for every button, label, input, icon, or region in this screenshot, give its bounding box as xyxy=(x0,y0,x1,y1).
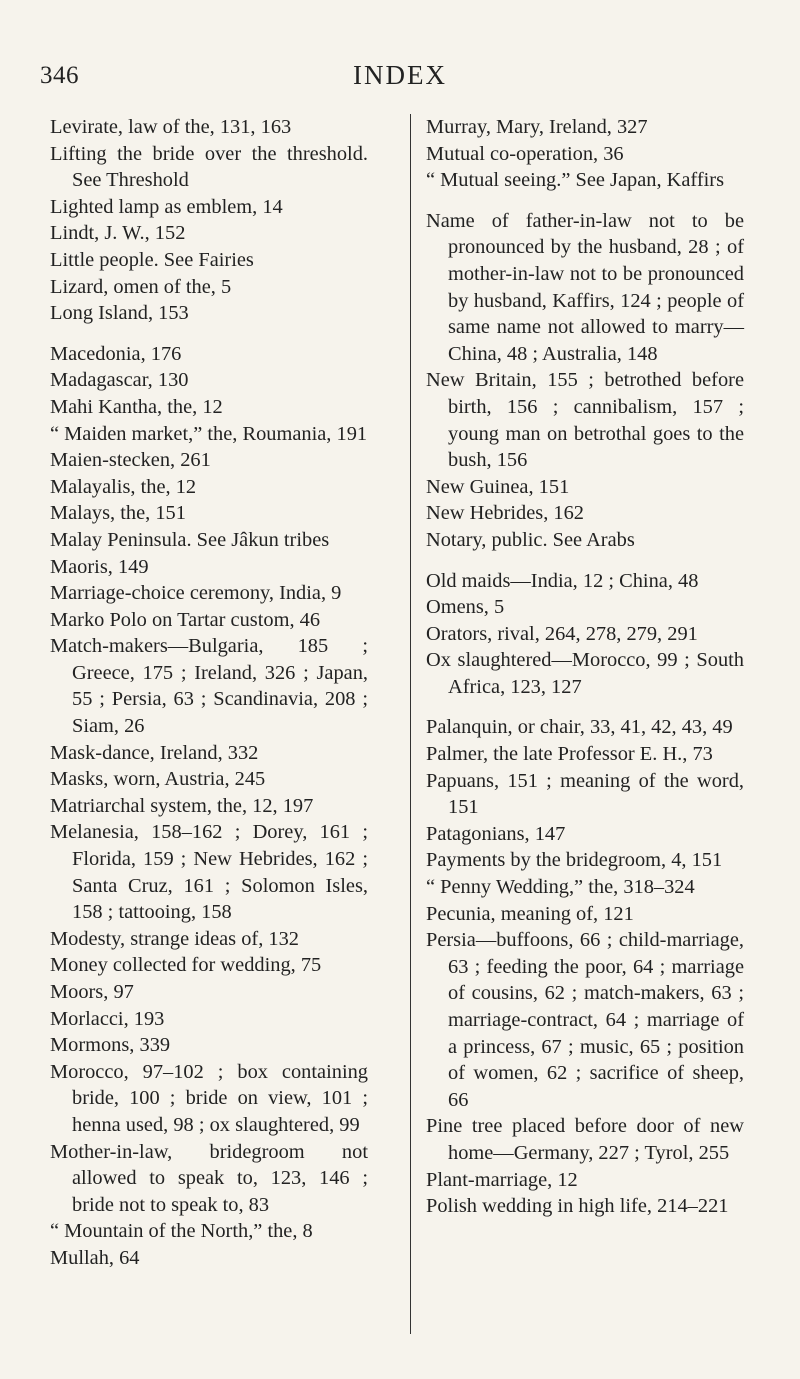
index-entry: Little people. See Fairies xyxy=(50,248,254,271)
index-entry: Persia—buffoons, 66 ; child-marriage, 63 ; feeding the poor, 64 ; marriage of cousins, 62 ; match-makers, 63 ; marriage-contract, 64 ; marriage of a princess, 67 ; music, 65 ; position of women, 62 ; sacrifice of sheep, 66 xyxy=(426,929,744,1111)
index-entry: “ Maiden market,” the, Roumania, 191 xyxy=(50,422,368,445)
index-entry: Match-makers—Bulgaria, 185 ; Greece, 175 ; Ireland, 326 ; Japan, 55 ; Persia, 63 ; Scandinavia, 208 ; Siam, 26 xyxy=(50,635,368,738)
index-entry: Mother-in-law, bridegroom not allowed to speak to, 123, 146 ; bride not to speak to, 83 xyxy=(50,1140,368,1216)
index-entry: Palmer, the late Professor E. H., 73 xyxy=(426,743,713,766)
index-entry: Payments by the bridegroom, 4, 151 xyxy=(426,849,723,872)
index-entry: Maoris, 149 xyxy=(50,555,149,578)
index-entry: Matriarchal system, the, 12, 197 xyxy=(50,794,314,817)
index-entry: Old maids—India, 12 ; China, 48 xyxy=(426,569,699,592)
index-entry: Macedonia, 176 xyxy=(50,342,182,365)
page-number: 346 xyxy=(40,62,79,89)
index-entry: New Hebrides, 162 xyxy=(426,502,584,525)
index-entry: Long Island, 153 xyxy=(50,302,189,325)
index-entry: Mask-dance, Ireland, 332 xyxy=(50,741,259,764)
index-entry: Melanesia, 158–162 ; Dorey, 161 ; Florida, 159 ; New Hebrides, 162 ; Santa Cruz, 161 ; Solomon Isles, 158 ; tattooing, 158 xyxy=(50,821,368,924)
index-entry: Mormons, 339 xyxy=(50,1034,171,1057)
index-entry: Murray, Mary, Ireland, 327 xyxy=(426,116,648,138)
index-column-left xyxy=(50,114,368,1272)
index-entry: Mutual co-operation, 36 xyxy=(426,142,624,165)
index-entry: Malay Peninsula. See Jâkun tribes xyxy=(50,528,330,551)
index-entry: Maien-stecken, 261 xyxy=(50,449,211,472)
index-entry: Palanquin, or chair, 33, 41, 42, 43, 49 xyxy=(426,716,733,739)
index-entry: “ Mutual seeing.” See Japan, Kaffirs xyxy=(426,169,725,192)
index-entry: Morocco, 97–102 ; box containing bride, 100 ; bride on view, 101 ; henna used, 98 ; ox slaughtered, 99 xyxy=(50,1060,368,1136)
index-entry: Levirate, law of the, 131, 163 xyxy=(50,116,292,138)
index-entry: Plant-marriage, 12 xyxy=(426,1168,578,1191)
index-entry: Moors, 97 xyxy=(50,981,134,1003)
index-entry: “ Mountain of the North,” the, 8 xyxy=(50,1220,313,1243)
index-entry: Name of father-in-law not to be pronounced by the husband, 28 ; of mother-in-law not to be pronounced by husband, Kaffirs, 124 ; people of same name not allowed to marry—China, 48 ; Australia, 148 xyxy=(426,209,744,365)
column-divider xyxy=(410,114,411,1334)
index-entry: Mahi Kantha, the, 12 xyxy=(50,395,223,418)
index-entry: New Britain, 155 ; betrothed before birth, 156 ; cannibalism, 157 ; young man on betrothal goes to the bush, 156 xyxy=(426,369,744,472)
index-entry: Marko Polo on Tartar custom, 46 xyxy=(50,608,321,631)
index-entry: Lifting the bride over the threshold. See Threshold xyxy=(50,142,368,192)
index-entry: Omens, 5 xyxy=(426,596,505,619)
index-entry: “ Penny Wedding,” the, 318–324 xyxy=(426,876,695,899)
index-entry: Mullah, 64 xyxy=(50,1246,140,1269)
index-entry: Orators, rival, 264, 278, 279, 291 xyxy=(426,622,698,645)
index-entry: Lindt, J. W., 152 xyxy=(50,222,186,245)
index-entry: Money collected for wedding, 75 xyxy=(50,954,322,977)
index-entry: Madagascar, 130 xyxy=(50,369,189,392)
index-entry: Malays, the, 151 xyxy=(50,502,186,525)
index-entry: Malayalis, the, 12 xyxy=(50,475,197,498)
index-entry: Lizard, omen of the, 5 xyxy=(50,275,232,298)
running-head: INDEX xyxy=(353,60,447,90)
index-entry: Marriage-choice ceremony, India, 9 xyxy=(50,582,342,605)
index-entry: New Guinea, 151 xyxy=(426,475,570,498)
index-entry: Pine tree placed before door of new home—Germany, 227 ; Tyrol, 255 xyxy=(426,1115,744,1164)
index-entry: Modesty, strange ideas of, 132 xyxy=(50,927,299,950)
index-entry: Ox slaughtered—Morocco, 99 ; South Africa, 123, 127 xyxy=(426,649,744,698)
index-entry: Patagonians, 147 xyxy=(426,822,566,845)
index-column-right xyxy=(426,114,744,1220)
index-entry: Lighted lamp as emblem, 14 xyxy=(50,195,283,218)
index-entry: Pecunia, meaning of, 121 xyxy=(426,902,634,925)
index-entry: Polish wedding in high life, 214–221 xyxy=(426,1195,729,1218)
index-entry: Morlacci, 193 xyxy=(50,1007,165,1030)
index-entry: Masks, worn, Austria, 245 xyxy=(50,768,266,791)
index-entry: Papuans, 151 ; meaning of the word, 151 xyxy=(426,769,744,819)
index-entry: Notary, public. See Arabs xyxy=(426,528,635,551)
